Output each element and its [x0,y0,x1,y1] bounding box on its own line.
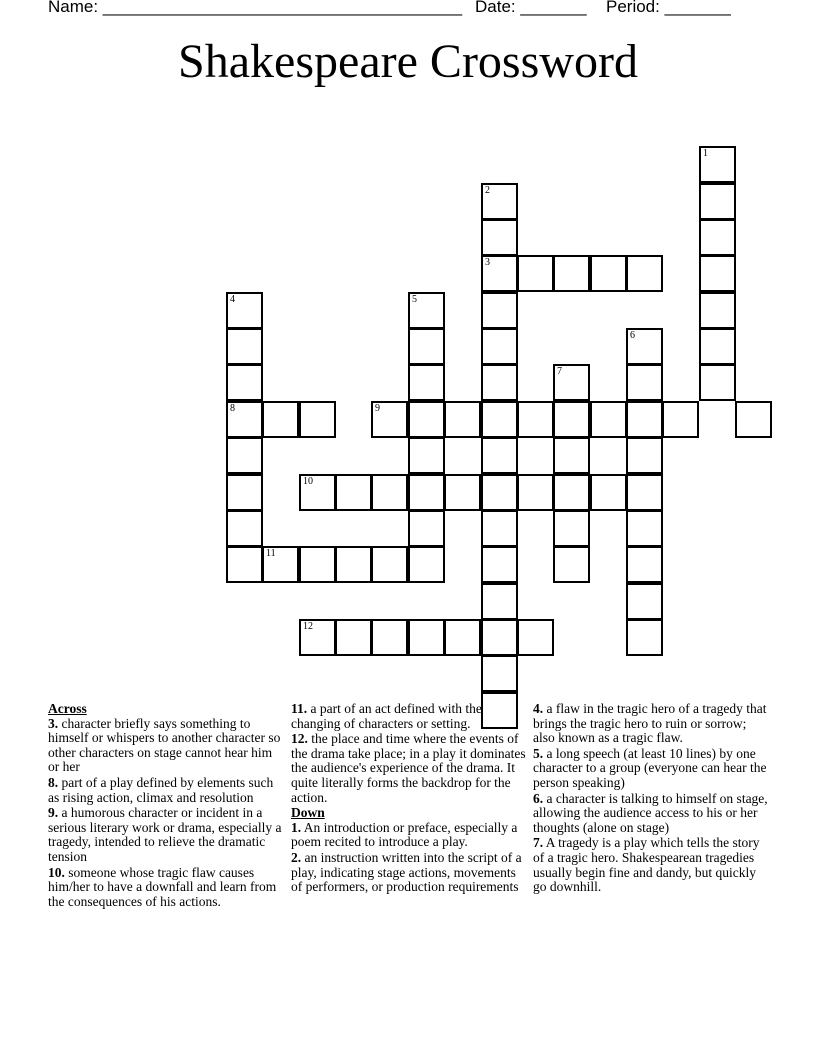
clue-across-10: 10. someone whose tragic flaw causes him/her to have a downfall and learn from the consequences of his actions. [48,864,277,909]
name-field[interactable]: Name: ______________________________________ [48,0,463,16]
crossword-cell[interactable] [371,474,408,511]
crossword-cell[interactable] [590,474,627,511]
crossword-cell[interactable] [371,546,408,583]
clue-across-3: 3. character briefly says something to himself or whispers to another character so other characters on stage cannot hear him or her [48,715,281,775]
crossword-cell[interactable] [226,437,263,474]
crossword-cell[interactable] [371,619,408,656]
crossword-cell[interactable] [226,328,263,365]
clue-number: 3 [485,257,490,268]
across-heading: Across [48,701,87,716]
clue-across-12: 12. the place and time where the events of the drama take place; in a play it dominates the audience's experience of the drama. It quite literally forms the backdrop for the action. [291,731,526,805]
clue-number: 12 [303,621,313,632]
crossword-cell[interactable] [553,546,590,583]
clue-across-8: 8. part of a play defined by elements such as rising action, climax and resolution [48,774,274,805]
crossword-cell[interactable] [481,583,518,620]
crossword-cell[interactable] [335,546,372,583]
crossword-cell[interactable] [299,401,336,438]
crossword-cell[interactable] [626,328,663,365]
crossword-cell[interactable] [481,619,518,656]
clues-column-3 [533,702,769,896]
clue-down-2: 2. an instruction written into the script of a play, indicating stage actions, movements of performers, or production requirements [291,849,522,895]
crossword-cell[interactable] [226,401,263,438]
crossword-cell[interactable] [699,328,736,365]
clue-number: 9 [375,403,380,414]
crossword-cell[interactable] [626,474,663,511]
crossword-cell[interactable] [481,474,518,511]
clue-number: 2 [485,185,490,196]
crossword-cell[interactable] [335,619,372,656]
crossword-cell[interactable] [626,255,663,292]
crossword-cell[interactable] [553,255,590,292]
clue-down-1: 1. An introduction or preface, especially a poem recited to introduce a play. [291,819,518,850]
crossword-cell[interactable] [226,364,263,401]
crossword-cell[interactable] [517,474,554,511]
crossword-cell[interactable] [299,474,336,511]
crossword-cell[interactable] [517,255,554,292]
crossword-cell[interactable] [481,437,518,474]
crossword-cell[interactable] [262,546,299,583]
crossword-cell[interactable] [408,437,445,474]
crossword-cell[interactable] [481,546,518,583]
crossword-cell[interactable] [553,401,590,438]
clue-number: 5 [412,294,417,305]
crossword-cell[interactable] [699,146,736,183]
clue-number: 8 [230,403,235,414]
crossword-cell[interactable] [626,401,663,438]
crossword-cell[interactable] [626,364,663,401]
crossword-cell[interactable] [371,401,408,438]
crossword-cell[interactable] [226,510,263,547]
crossword-cell[interactable] [699,292,736,329]
clue-down-4: 4. a flaw in the tragic hero of a tragedy that brings the tragic hero to ruin or sorrow; also known as a tragic flaw. [533,701,767,746]
clue-number: 10 [303,476,313,487]
crossword-cell[interactable] [662,401,699,438]
crossword-cell[interactable] [408,510,445,547]
crossword-cell[interactable] [299,619,336,656]
crossword-cell[interactable] [226,292,263,329]
clue-down-5: 5. a long speech (at least 10 lines) by one character to a group (everyone can hear the person speaking) [533,745,767,790]
crossword-cell[interactable] [408,474,445,511]
crossword-cell[interactable] [699,183,736,220]
crossword-cell[interactable] [481,183,518,220]
crossword-cell[interactable] [444,401,481,438]
clues-column-1 [48,702,284,910]
crossword-cell[interactable] [626,546,663,583]
clue-number: 4 [230,294,235,305]
crossword-cell[interactable] [517,401,554,438]
crossword-cell[interactable] [699,255,736,292]
crossword-cell[interactable] [735,401,772,438]
crossword-cell[interactable] [590,401,627,438]
crossword-cell[interactable] [590,255,627,292]
crossword-cell[interactable] [444,619,481,656]
crossword-cell[interactable] [226,546,263,583]
clue-across-9: 9. a humorous character or incident in a serious literary work or drama, especially a tragedy, intended to relieve the dramatic tension [48,805,282,864]
crossword-cell[interactable] [699,219,736,256]
crossword-cell[interactable] [299,546,336,583]
crossword-cell[interactable] [335,474,372,511]
crossword-cell[interactable] [408,364,445,401]
crossword-cell[interactable] [444,474,481,511]
crossword-cell[interactable] [262,401,299,438]
crossword-cell[interactable] [553,364,590,401]
page-title: Shakespeare Crossword [178,35,638,88]
crossword-cell[interactable] [626,437,663,474]
crossword-cell[interactable] [481,364,518,401]
crossword-cell[interactable] [553,437,590,474]
crossword-cell[interactable] [481,655,518,692]
crossword-cell[interactable] [408,292,445,329]
crossword-cell[interactable] [481,292,518,329]
crossword-cell[interactable] [626,583,663,620]
crossword-cell[interactable] [408,328,445,365]
crossword-cell[interactable] [481,510,518,547]
clue-number: 7 [557,366,562,377]
period-field[interactable]: Period: _______ [606,0,731,16]
clue-down-6: 6. a character is talking to himself on stage, allowing the audience access to his or her thoughts (alone on stage) [533,790,768,835]
clues-column-2 [291,702,527,896]
clue-number: 6 [630,330,635,341]
crossword-cell[interactable] [626,619,663,656]
crossword-cell[interactable] [481,255,518,292]
clue-down-7: 7. A tragedy is a play which tells the story of a tragic hero. Shakespearean tragedies usually begin fine and dandy, but quickly go downhill. [533,835,760,895]
down-heading: Down [291,805,325,821]
crossword-cell[interactable] [226,474,263,511]
clue-number: 11 [266,548,276,559]
crossword-cell[interactable] [553,474,590,511]
date-field[interactable]: Date: _______ [475,0,587,16]
crossword-cell[interactable] [553,510,590,547]
crossword-cell[interactable] [408,619,445,656]
crossword-cell[interactable] [517,619,554,656]
crossword-cell[interactable] [481,328,518,365]
crossword-cell[interactable] [481,401,518,438]
crossword-cell[interactable] [626,510,663,547]
clue-number: 1 [703,148,708,159]
crossword-cell[interactable] [408,401,445,438]
crossword-cell[interactable] [481,219,518,256]
crossword-cell[interactable] [699,364,736,401]
crossword-cell[interactable] [408,546,445,583]
clue-across-11: 11. a part of an act defined with the changing of characters or setting. [291,701,482,731]
